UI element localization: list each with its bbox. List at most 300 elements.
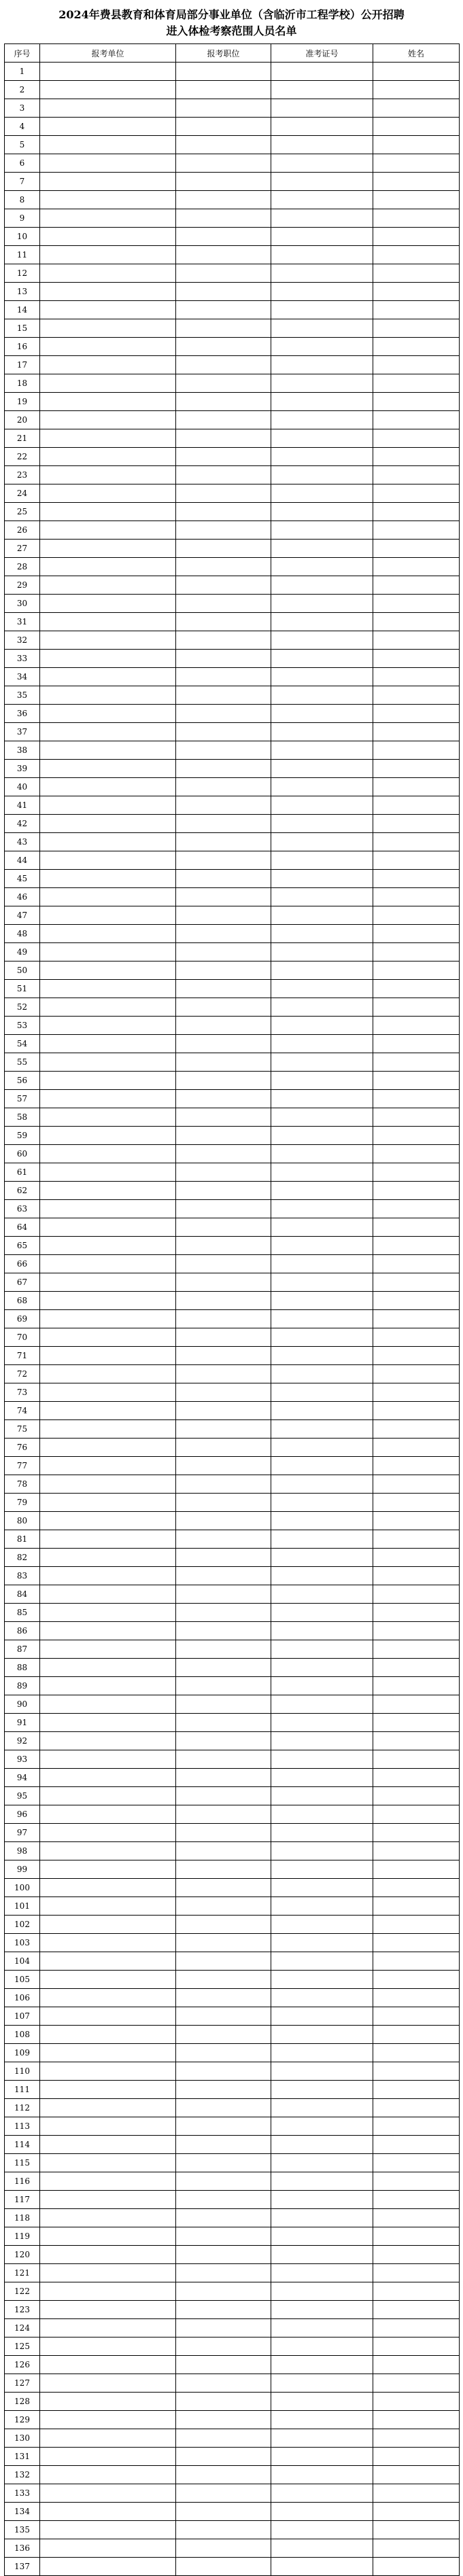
cell-position bbox=[176, 2246, 271, 2264]
table-row bbox=[5, 466, 460, 484]
cell-ticket bbox=[271, 1824, 373, 1842]
cell-name bbox=[373, 393, 460, 411]
cell-name bbox=[373, 2466, 460, 2484]
cell-ticket bbox=[271, 1218, 373, 1237]
cell-ticket bbox=[271, 173, 373, 191]
table-row bbox=[5, 2062, 460, 2081]
cell-unit bbox=[40, 998, 176, 1017]
cell-index: 123 bbox=[5, 2301, 40, 2319]
table-row bbox=[5, 393, 460, 411]
cell-ticket bbox=[271, 980, 373, 998]
cell-index: 128 bbox=[5, 2393, 40, 2411]
cell-unit bbox=[40, 1750, 176, 1769]
table-row bbox=[5, 851, 460, 870]
cell-ticket bbox=[271, 466, 373, 484]
cell-name bbox=[373, 1145, 460, 1163]
cell-unit bbox=[40, 374, 176, 393]
cell-index: 105 bbox=[5, 1971, 40, 1989]
cell-unit bbox=[40, 1255, 176, 1273]
cell-index: 39 bbox=[5, 760, 40, 778]
cell-index: 115 bbox=[5, 2154, 40, 2172]
cell-position bbox=[176, 2117, 271, 2136]
cell-unit bbox=[40, 2319, 176, 2337]
cell-unit bbox=[40, 2374, 176, 2393]
table-row bbox=[5, 870, 460, 888]
cell-index: 50 bbox=[5, 961, 40, 980]
cell-ticket bbox=[271, 1237, 373, 1255]
cell-unit bbox=[40, 1292, 176, 1310]
cell-unit bbox=[40, 631, 176, 650]
table-header-row bbox=[5, 44, 460, 63]
cell-unit bbox=[40, 2558, 176, 2576]
cell-unit bbox=[40, 1237, 176, 1255]
cell-ticket bbox=[271, 1273, 373, 1292]
cell-unit bbox=[40, 760, 176, 778]
table-row bbox=[5, 1402, 460, 1420]
cell-ticket bbox=[271, 393, 373, 411]
table-row bbox=[5, 411, 460, 429]
cell-ticket bbox=[271, 1787, 373, 1805]
cell-position bbox=[176, 1732, 271, 1750]
cell-unit bbox=[40, 1347, 176, 1365]
cell-position bbox=[176, 2026, 271, 2044]
cell-position bbox=[176, 301, 271, 319]
header-index: 序号 bbox=[5, 44, 40, 63]
cell-index: 4 bbox=[5, 118, 40, 136]
cell-unit bbox=[40, 1494, 176, 1512]
cell-name bbox=[373, 925, 460, 943]
cell-ticket bbox=[271, 2007, 373, 2026]
cell-position bbox=[176, 2264, 271, 2282]
cell-name bbox=[373, 2356, 460, 2374]
cell-position bbox=[176, 2136, 271, 2154]
cell-unit bbox=[40, 2026, 176, 2044]
cell-unit bbox=[40, 2411, 176, 2429]
cell-unit bbox=[40, 1916, 176, 1934]
cell-name bbox=[373, 2099, 460, 2117]
cell-unit bbox=[40, 1530, 176, 1549]
cell-unit bbox=[40, 961, 176, 980]
cell-index: 27 bbox=[5, 540, 40, 558]
cell-unit bbox=[40, 1805, 176, 1824]
cell-unit bbox=[40, 851, 176, 870]
cell-name bbox=[373, 319, 460, 338]
cell-ticket bbox=[271, 1072, 373, 1090]
table-row bbox=[5, 576, 460, 595]
cell-ticket bbox=[271, 1108, 373, 1127]
cell-index: 136 bbox=[5, 2539, 40, 2558]
cell-ticket bbox=[271, 1292, 373, 1310]
cell-unit bbox=[40, 466, 176, 484]
cell-name bbox=[373, 1163, 460, 1182]
cell-index: 89 bbox=[5, 1677, 40, 1695]
cell-ticket bbox=[271, 1420, 373, 1439]
cell-position bbox=[176, 1255, 271, 1273]
cell-index: 135 bbox=[5, 2521, 40, 2539]
cell-unit bbox=[40, 2081, 176, 2099]
cell-position bbox=[176, 521, 271, 540]
cell-unit bbox=[40, 2154, 176, 2172]
cell-index: 82 bbox=[5, 1549, 40, 1567]
cell-unit bbox=[40, 356, 176, 374]
cell-position bbox=[176, 228, 271, 246]
cell-index: 60 bbox=[5, 1145, 40, 1163]
cell-position bbox=[176, 2521, 271, 2539]
cell-name bbox=[373, 1402, 460, 1420]
cell-index: 84 bbox=[5, 1585, 40, 1604]
cell-name bbox=[373, 1310, 460, 1328]
cell-unit bbox=[40, 301, 176, 319]
cell-ticket bbox=[271, 1017, 373, 1035]
cell-index: 96 bbox=[5, 1805, 40, 1824]
cell-unit bbox=[40, 1879, 176, 1897]
cell-position bbox=[176, 374, 271, 393]
cell-name bbox=[373, 1604, 460, 1622]
cell-name bbox=[373, 2374, 460, 2393]
cell-name bbox=[373, 851, 460, 870]
cell-ticket bbox=[271, 925, 373, 943]
cell-index: 6 bbox=[5, 154, 40, 173]
cell-position bbox=[176, 154, 271, 173]
cell-ticket bbox=[271, 99, 373, 118]
cell-name bbox=[373, 2282, 460, 2301]
table-row bbox=[5, 943, 460, 961]
cell-name bbox=[373, 2393, 460, 2411]
cell-position bbox=[176, 1695, 271, 1714]
table-row bbox=[5, 1971, 460, 1989]
cell-index: 49 bbox=[5, 943, 40, 961]
candidate-table bbox=[4, 43, 460, 2576]
cell-name bbox=[373, 1714, 460, 1732]
cell-unit bbox=[40, 1365, 176, 1383]
cell-index: 108 bbox=[5, 2026, 40, 2044]
cell-index: 101 bbox=[5, 1897, 40, 1916]
cell-unit bbox=[40, 1824, 176, 1842]
table-row bbox=[5, 796, 460, 815]
cell-ticket bbox=[271, 2209, 373, 2227]
cell-ticket bbox=[271, 1769, 373, 1787]
cell-ticket bbox=[271, 2503, 373, 2521]
cell-ticket bbox=[271, 1365, 373, 1383]
cell-position bbox=[176, 63, 271, 81]
table-row bbox=[5, 429, 460, 448]
cell-name bbox=[373, 668, 460, 686]
cell-unit bbox=[40, 1053, 176, 1072]
cell-unit bbox=[40, 1420, 176, 1439]
cell-index: 21 bbox=[5, 429, 40, 448]
cell-ticket bbox=[271, 429, 373, 448]
table-row bbox=[5, 1916, 460, 1934]
table-row bbox=[5, 631, 460, 650]
cell-index: 116 bbox=[5, 2172, 40, 2191]
cell-position bbox=[176, 2503, 271, 2521]
cell-unit bbox=[40, 2393, 176, 2411]
cell-unit bbox=[40, 668, 176, 686]
cell-index: 58 bbox=[5, 1108, 40, 1127]
cell-position bbox=[176, 246, 271, 264]
cell-position bbox=[176, 2337, 271, 2356]
cell-unit bbox=[40, 1714, 176, 1732]
cell-index: 46 bbox=[5, 888, 40, 906]
cell-name bbox=[373, 576, 460, 595]
cell-index: 132 bbox=[5, 2466, 40, 2484]
cell-ticket bbox=[271, 1934, 373, 1952]
cell-name bbox=[373, 540, 460, 558]
cell-name bbox=[373, 1383, 460, 1402]
cell-position bbox=[176, 1897, 271, 1916]
cell-index: 78 bbox=[5, 1475, 40, 1494]
cell-index: 66 bbox=[5, 1255, 40, 1273]
table-row bbox=[5, 1879, 460, 1897]
cell-name bbox=[373, 301, 460, 319]
cell-name bbox=[373, 191, 460, 209]
cell-index: 114 bbox=[5, 2136, 40, 2154]
cell-position bbox=[176, 778, 271, 796]
cell-ticket bbox=[271, 319, 373, 338]
table-row bbox=[5, 2154, 460, 2172]
cell-name bbox=[373, 2191, 460, 2209]
cell-name bbox=[373, 1200, 460, 1218]
cell-unit bbox=[40, 613, 176, 631]
cell-position bbox=[176, 1365, 271, 1383]
cell-position bbox=[176, 1163, 271, 1182]
table-row bbox=[5, 1622, 460, 1640]
table-row bbox=[5, 1952, 460, 1971]
cell-position bbox=[176, 1916, 271, 1934]
cell-unit bbox=[40, 906, 176, 925]
cell-index: 26 bbox=[5, 521, 40, 540]
cell-index: 122 bbox=[5, 2282, 40, 2301]
cell-index: 44 bbox=[5, 851, 40, 870]
cell-ticket bbox=[271, 2429, 373, 2448]
cell-name bbox=[373, 1567, 460, 1585]
cell-unit bbox=[40, 2117, 176, 2136]
cell-unit bbox=[40, 246, 176, 264]
cell-unit bbox=[40, 815, 176, 833]
cell-position bbox=[176, 264, 271, 283]
cell-index: 25 bbox=[5, 503, 40, 521]
cell-name bbox=[373, 374, 460, 393]
cell-unit bbox=[40, 2301, 176, 2319]
cell-position bbox=[176, 393, 271, 411]
cell-position bbox=[176, 1860, 271, 1879]
cell-position bbox=[176, 576, 271, 595]
cell-unit bbox=[40, 503, 176, 521]
cell-ticket bbox=[271, 356, 373, 374]
cell-ticket bbox=[271, 2172, 373, 2191]
table-row bbox=[5, 356, 460, 374]
cell-unit bbox=[40, 1402, 176, 1420]
cell-unit bbox=[40, 2099, 176, 2117]
cell-ticket bbox=[271, 1090, 373, 1108]
cell-position bbox=[176, 2099, 271, 2117]
cell-index: 71 bbox=[5, 1347, 40, 1365]
cell-unit bbox=[40, 2136, 176, 2154]
cell-name bbox=[373, 650, 460, 668]
cell-unit bbox=[40, 1677, 176, 1695]
cell-position bbox=[176, 118, 271, 136]
cell-ticket bbox=[271, 2484, 373, 2503]
cell-index: 117 bbox=[5, 2191, 40, 2209]
cell-position bbox=[176, 760, 271, 778]
table-row bbox=[5, 980, 460, 998]
cell-name bbox=[373, 136, 460, 154]
cell-position bbox=[176, 338, 271, 356]
table-row bbox=[5, 1585, 460, 1604]
cell-ticket bbox=[271, 906, 373, 925]
cell-ticket bbox=[271, 1897, 373, 1916]
cell-index: 129 bbox=[5, 2411, 40, 2429]
cell-ticket bbox=[271, 1530, 373, 1549]
table-row bbox=[5, 906, 460, 925]
cell-index: 36 bbox=[5, 705, 40, 723]
cell-position bbox=[176, 1567, 271, 1585]
cell-position bbox=[176, 980, 271, 998]
cell-name bbox=[373, 961, 460, 980]
cell-name bbox=[373, 411, 460, 429]
cell-name bbox=[373, 264, 460, 283]
cell-ticket bbox=[271, 833, 373, 851]
cell-position bbox=[176, 2411, 271, 2429]
cell-position bbox=[176, 2172, 271, 2191]
cell-ticket bbox=[271, 723, 373, 741]
table-row bbox=[5, 338, 460, 356]
cell-position bbox=[176, 1640, 271, 1659]
header-ticket: 准考证号 bbox=[271, 44, 373, 63]
cell-unit bbox=[40, 81, 176, 99]
cell-unit bbox=[40, 2007, 176, 2026]
cell-ticket bbox=[271, 2026, 373, 2044]
cell-ticket bbox=[271, 448, 373, 466]
cell-name bbox=[373, 1127, 460, 1145]
cell-name bbox=[373, 1971, 460, 1989]
cell-position bbox=[176, 2539, 271, 2558]
cell-name bbox=[373, 63, 460, 81]
cell-position bbox=[176, 1218, 271, 1237]
cell-index: 14 bbox=[5, 301, 40, 319]
cell-position bbox=[176, 888, 271, 906]
cell-ticket bbox=[271, 943, 373, 961]
cell-name bbox=[373, 2007, 460, 2026]
cell-position bbox=[176, 998, 271, 1017]
cell-unit bbox=[40, 1640, 176, 1659]
cell-name bbox=[373, 1182, 460, 1200]
cell-ticket bbox=[271, 228, 373, 246]
cell-name bbox=[373, 2448, 460, 2466]
cell-index: 37 bbox=[5, 723, 40, 741]
cell-position bbox=[176, 191, 271, 209]
cell-unit bbox=[40, 429, 176, 448]
cell-position bbox=[176, 1182, 271, 1200]
table-row bbox=[5, 209, 460, 228]
cell-name bbox=[373, 778, 460, 796]
cell-name bbox=[373, 998, 460, 1017]
table-row bbox=[5, 2466, 460, 2484]
cell-index: 63 bbox=[5, 1200, 40, 1218]
cell-name bbox=[373, 1677, 460, 1695]
cell-position bbox=[176, 1952, 271, 1971]
cell-index: 22 bbox=[5, 448, 40, 466]
cell-unit bbox=[40, 2448, 176, 2466]
table-row bbox=[5, 2411, 460, 2429]
cell-ticket bbox=[271, 2227, 373, 2246]
cell-unit bbox=[40, 136, 176, 154]
cell-unit bbox=[40, 2539, 176, 2558]
cell-ticket bbox=[271, 1347, 373, 1365]
cell-position bbox=[176, 1292, 271, 1310]
table-row bbox=[5, 540, 460, 558]
cell-ticket bbox=[271, 613, 373, 631]
cell-unit bbox=[40, 1567, 176, 1585]
cell-name bbox=[373, 1017, 460, 1035]
cell-index: 70 bbox=[5, 1328, 40, 1347]
cell-ticket bbox=[271, 2264, 373, 2282]
cell-unit bbox=[40, 1971, 176, 1989]
cell-ticket bbox=[271, 2282, 373, 2301]
title-line-1: 2024年费县教育和体育局部分事业单位（含临沂市工程学校）公开招聘 bbox=[58, 8, 405, 21]
cell-name bbox=[373, 1585, 460, 1604]
title-line-2: 进入体检考察范围人员名单 bbox=[166, 24, 297, 37]
cell-unit bbox=[40, 1127, 176, 1145]
cell-position bbox=[176, 2191, 271, 2209]
cell-index: 31 bbox=[5, 613, 40, 631]
cell-index: 72 bbox=[5, 1365, 40, 1383]
cell-position bbox=[176, 1750, 271, 1769]
cell-position bbox=[176, 1842, 271, 1860]
cell-ticket bbox=[271, 136, 373, 154]
cell-index: 100 bbox=[5, 1879, 40, 1897]
cell-index: 90 bbox=[5, 1695, 40, 1714]
table-row bbox=[5, 1989, 460, 2007]
cell-position bbox=[176, 283, 271, 301]
cell-position bbox=[176, 870, 271, 888]
cell-unit bbox=[40, 2484, 176, 2503]
table-row bbox=[5, 448, 460, 466]
cell-name bbox=[373, 2503, 460, 2521]
cell-ticket bbox=[271, 851, 373, 870]
cell-unit bbox=[40, 2337, 176, 2356]
cell-name bbox=[373, 2521, 460, 2539]
cell-unit bbox=[40, 1695, 176, 1714]
cell-position bbox=[176, 1420, 271, 1439]
header-position: 报考职位 bbox=[176, 44, 271, 63]
cell-ticket bbox=[271, 1310, 373, 1328]
cell-name bbox=[373, 173, 460, 191]
cell-name bbox=[373, 1787, 460, 1805]
cell-index: 124 bbox=[5, 2319, 40, 2337]
cell-ticket bbox=[271, 1916, 373, 1934]
table-row bbox=[5, 760, 460, 778]
cell-ticket bbox=[271, 2301, 373, 2319]
cell-index: 88 bbox=[5, 1659, 40, 1677]
cell-unit bbox=[40, 741, 176, 760]
cell-index: 40 bbox=[5, 778, 40, 796]
table-row bbox=[5, 558, 460, 576]
cell-name bbox=[373, 484, 460, 503]
cell-position bbox=[176, 925, 271, 943]
table-row bbox=[5, 1640, 460, 1659]
cell-ticket bbox=[271, 1383, 373, 1402]
cell-ticket bbox=[271, 1255, 373, 1273]
table-row bbox=[5, 595, 460, 613]
cell-name bbox=[373, 2301, 460, 2319]
cell-unit bbox=[40, 2191, 176, 2209]
cell-unit bbox=[40, 1108, 176, 1127]
table-row bbox=[5, 2026, 460, 2044]
cell-name bbox=[373, 1457, 460, 1475]
table-row bbox=[5, 2227, 460, 2246]
table-row bbox=[5, 1824, 460, 1842]
